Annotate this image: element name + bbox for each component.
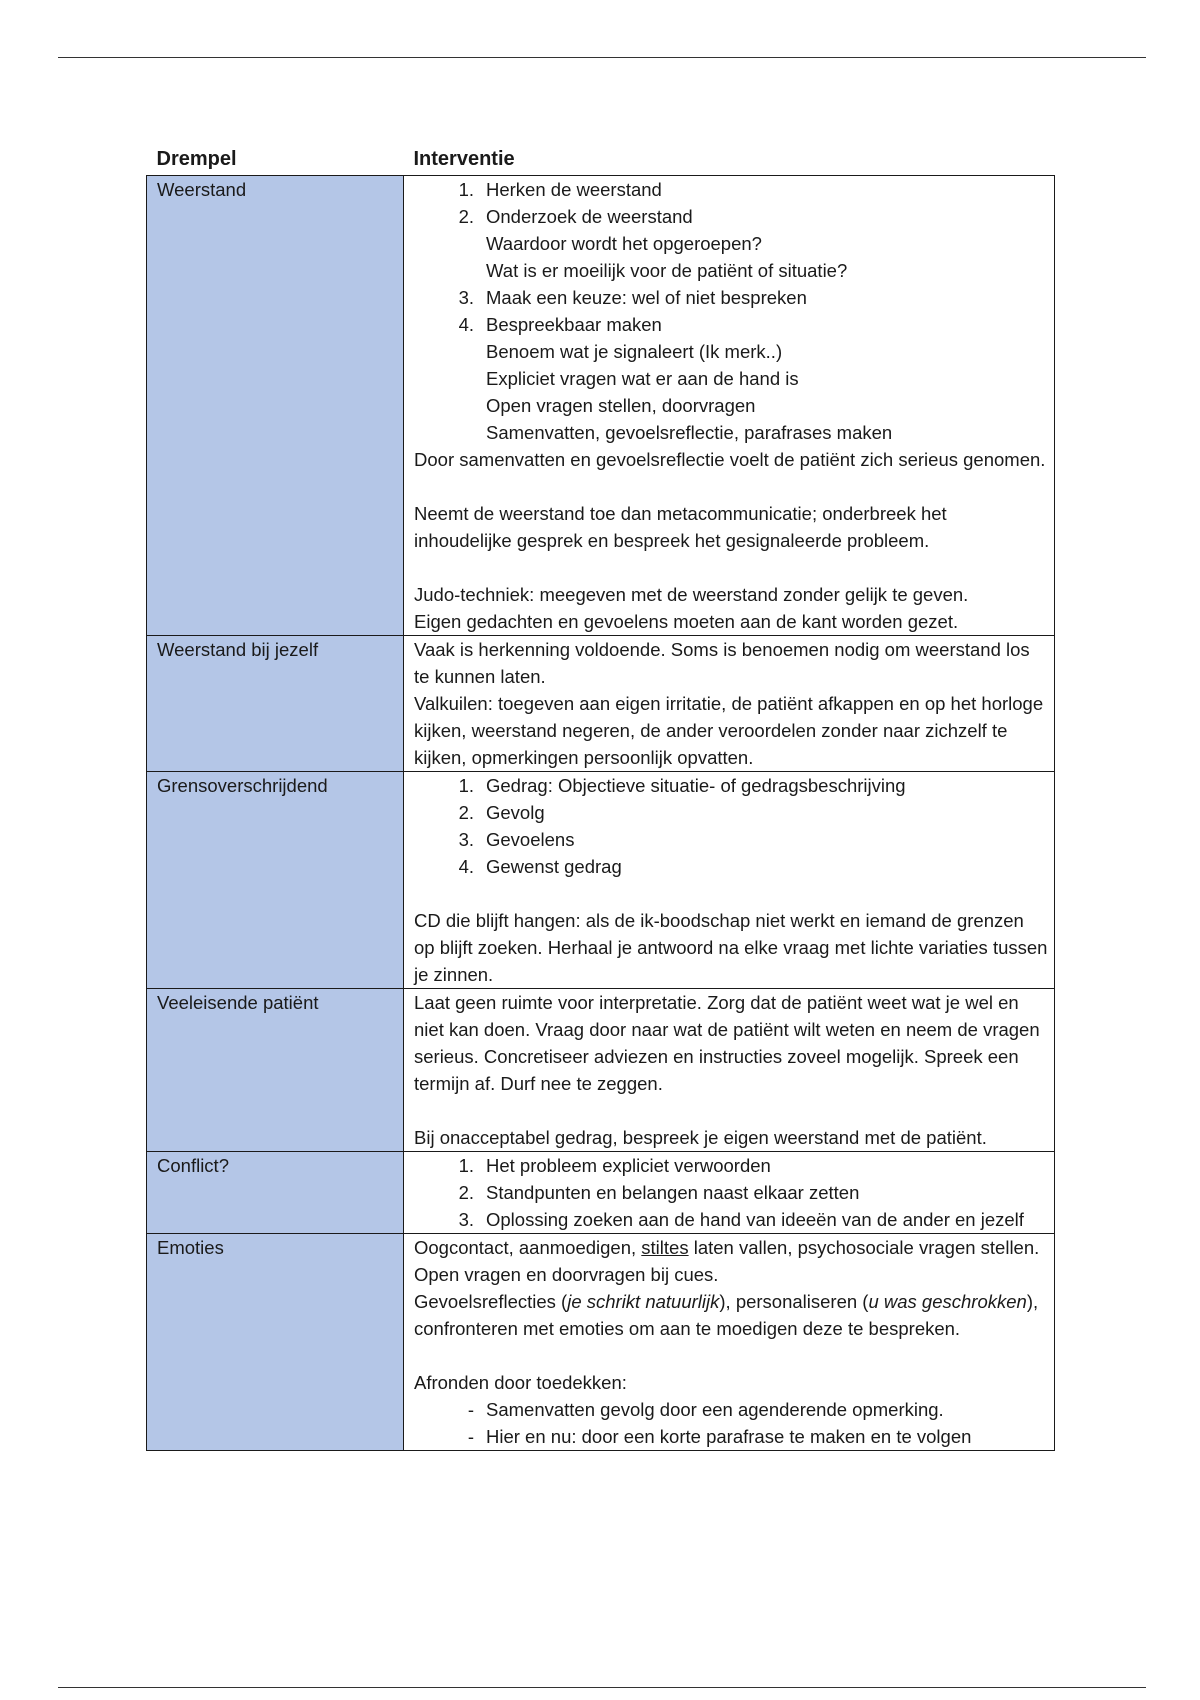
intervention-cell (404, 772, 1055, 989)
header-intervention: Interventie (413, 148, 515, 170)
intervention-cell (404, 1152, 1055, 1234)
sub-line: Open vragen stellen, doorvragen (486, 395, 756, 416)
list-item: - Samenvatten gevolg door een agenderende opmerking. (467, 1399, 944, 1420)
list-item: 1. Het probleem expliciet verwoorden (458, 1155, 771, 1176)
sub-line: Wat is er moeilijk voor de patiënt of situatie? (486, 260, 848, 281)
paragraph: Gevoelsreflecties (je schrikt natuurlijk), personaliseren (u was geschrokken), confronteren met emoties om aan te moedigen deze te bespreken. (414, 1291, 1039, 1339)
threshold-cell: Emoties (147, 1234, 404, 1451)
underlined-term: stiltes (641, 1237, 689, 1258)
threshold-cell: Weerstand (147, 176, 404, 636)
list-item: 3. Gevoelens (458, 829, 575, 850)
table-row-weerstand-bij-jezelf (147, 636, 1055, 772)
paragraph: CD die blijft hangen: als de ik-boodschap niet werkt en iemand de grenzen op blijft zoeken. Herhaal je antwoord na elke vraag met lichte variaties tussen je zinnen. (414, 910, 1048, 985)
list-item: 1. Herken de weerstand (458, 179, 662, 200)
list-item: 2. Standpunten en belangen naast elkaar zetten (458, 1182, 860, 1203)
paragraph: Afronden door toedekken: (414, 1372, 627, 1393)
paragraph: Neemt de weerstand toe dan metacommunicatie; onderbreek het inhoudelijke gesprek en bespreek het gesignaleerde probleem. (414, 503, 947, 551)
table-row-veeleisende-patient (147, 989, 1055, 1152)
threshold-cell: Weerstand bij jezelf (147, 636, 404, 772)
list-item: 4. Bespreekbaar maken (458, 314, 662, 335)
table-row-grensoverschrijdend (147, 772, 1055, 989)
header-rule (58, 57, 1146, 58)
intervention-cell (404, 636, 1055, 772)
numbered-list (414, 772, 1048, 880)
threshold-intervention-table (146, 142, 1055, 1451)
dash-list (414, 1396, 1048, 1450)
sub-line: Waardoor wordt het opgeroepen? (486, 233, 762, 254)
paragraph: Valkuilen: toegeven aan eigen irritatie, de patiënt afkappen en op het horloge kijken, weerstand negeren, de ander veroordelen zonder naar zichzelf te kijken, opmerkingen persoonlijk opvatten. (414, 693, 1044, 768)
table-row-conflict (147, 1152, 1055, 1234)
paragraph: Vaak is herkenning voldoende. Soms is benoemen nodig om weerstand los te kunnen laten. (414, 639, 1030, 687)
intervention-cell (404, 176, 1055, 636)
list-item: 1. Gedrag: Objectieve situatie- of gedragsbeschrijving (458, 775, 906, 796)
header-threshold: Drempel (156, 148, 237, 170)
table-row-emoties (147, 1234, 1055, 1451)
paragraph: Laat geen ruimte voor interpretatie. Zorg dat de patiënt weet wat je wel en niet kan doen. Vraag door naar wat de patiënt wilt weten en neem de vragen serieus. Concretiseer adviezen en instructies zoveel mogelijk. Spreek een termijn af. Durf nee te zeggen. (414, 992, 1040, 1094)
italic-example: je schrikt natuurlijk (567, 1291, 720, 1312)
paragraph: Bij onacceptabel gedrag, bespreek je eigen weerstand met de patiënt. (414, 1127, 987, 1148)
paragraph: Door samenvatten en gevoelsreflectie voelt de patiënt zich serieus genomen. (414, 449, 1046, 470)
sub-line: Expliciet vragen wat er aan de hand is (486, 368, 799, 389)
italic-example: u was geschrokken (868, 1291, 1027, 1312)
list-item: 3. Oplossing zoeken aan de hand van ideeën van de ander en jezelf (458, 1209, 1024, 1230)
paragraph: Oogcontact, aanmoedigen, stiltes laten vallen, psychosociale vragen stellen. Open vragen en doorvragen bij cues. (414, 1237, 1040, 1285)
table-header-row (147, 142, 1055, 176)
footer-rule (58, 1687, 1146, 1688)
sub-line: Benoem wat je signaleert (Ik merk..) (486, 341, 783, 362)
threshold-cell: Grensoverschrijdend (147, 772, 404, 989)
sub-line: Samenvatten, gevoelsreflectie, parafrases maken (486, 422, 893, 443)
list-item: 3. Maak een keuze: wel of niet bespreken (458, 287, 807, 308)
list-item: 2. Onderzoek de weerstand (458, 206, 693, 227)
intervention-cell (404, 989, 1055, 1152)
list-item: 4. Gewenst gedrag (458, 856, 622, 877)
list-item: 2. Gevolg (458, 802, 545, 823)
intervention-cell (404, 1234, 1055, 1451)
threshold-cell: Conflict? (147, 1152, 404, 1234)
list-item: - Hier en nu: door een korte parafrase te maken en te volgen (467, 1426, 972, 1447)
numbered-list (414, 1152, 1048, 1233)
paragraph: Eigen gedachten en gevoelens moeten aan de kant worden gezet. (414, 611, 959, 632)
numbered-list (414, 176, 1048, 230)
numbered-list (414, 284, 1048, 338)
paragraph: Judo-techniek: meegeven met de weerstand zonder gelijk te geven. (414, 584, 969, 605)
threshold-cell: Veeleisende patiënt (147, 989, 404, 1152)
table-row-weerstand (147, 176, 1055, 636)
